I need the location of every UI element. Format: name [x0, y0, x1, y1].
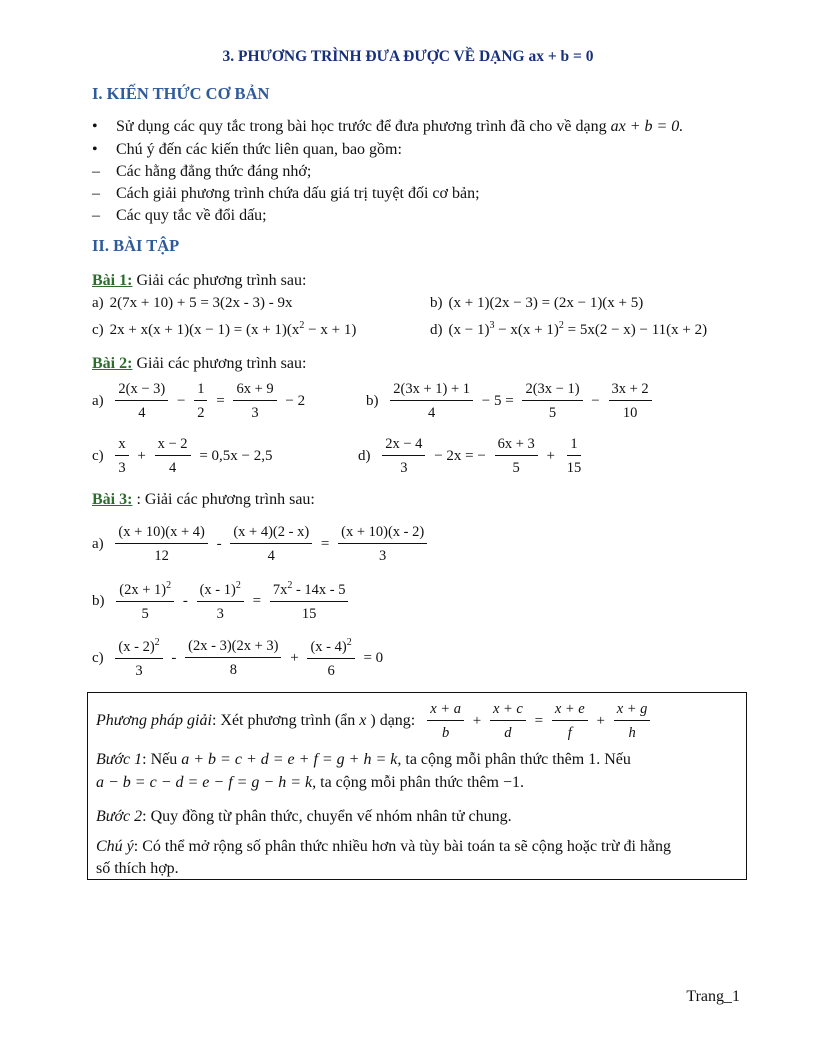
bullet-text: Sử dụng các quy tắc trong bài học trước để đưa phương trình đã cho về dạng — [116, 118, 607, 135]
bullet-item — [92, 118, 752, 140]
dash-marker: – — [92, 185, 100, 202]
exercise-1d: d) $(x - 1)^3 - x(x + 1)^2 = 5x(2 - x) - 11(x + 2)$ — [430, 320, 708, 338]
exercise-label: Bài 3: — [92, 491, 133, 508]
dash-item — [92, 185, 752, 207]
equation: (x + 1)(2x − 3) = (2x − 1)(x + 5) — [448, 295, 644, 311]
bullet-text: Chú ý đến các kiến thức liên quan, bao gồm: — [116, 141, 402, 158]
dash-marker: – — [92, 163, 100, 180]
exercise-2-heading — [92, 355, 306, 373]
note-line: Chú ý: Có thể mở rộng số phân thức nhiều hơn và tùy bài toán ta sẽ cộng hoặc trừ đi hằng — [96, 838, 672, 855]
exercise-2d: d) $\frac{2x - 4}{3}$ − 2x = − $\frac{6x + 3}{5}$ + $\frac{1}{15}$ — [358, 436, 582, 476]
dash-text: Các hằng đẳng thức đáng nhớ; — [116, 163, 312, 180]
page-number: Trang_1 — [686, 988, 740, 1005]
step-2-line: Bước 2: Quy đồng từ phân thức, chuyển vế nhóm nhân tử chung. — [96, 808, 512, 825]
dash-text: Cách giải phương trình chứa dấu giá trị tuyệt đối cơ bản; — [116, 185, 480, 202]
equation: 2(7x + 10) + 5 = 3(2x - 3) - 9x — [109, 295, 293, 311]
bullet-math: ax + b = 0. — [610, 118, 684, 135]
equation: $(x - 1)^3 - x(x + 1)^2 = 5x(2 - x) - 11(x + 2)$ — [448, 320, 708, 338]
method-box — [87, 692, 747, 880]
note-line-2: số thích hợp. — [96, 860, 179, 877]
exercise-label: Bài 1: — [92, 272, 133, 289]
section-heading-exercises: II. BÀI TẬP — [92, 236, 180, 255]
bullet-item — [92, 141, 752, 163]
exercise-prompt: : Giải các phương trình sau: — [132, 491, 315, 508]
bullet-marker: • — [92, 141, 98, 158]
exercise-prompt: Giải các phương trình sau: — [132, 355, 307, 372]
exercise-2a: a) $\frac{2(x - 3)}{4}$ − $\frac{1}{2}$ = $\frac{6x + 9}{3}$ − 2 — [92, 381, 306, 421]
method-line: Phương pháp giải: Xét phương trình (ẩn x ) dạng: $\frac{x + a}{b}$ + $\frac{x + c}{d}$ = $\frac{x + e}{f}$ + $\frac{x + g}{h}$ — [96, 701, 652, 742]
exercise-2b: b) $\frac{2(3x + 1) + 1}{4}$ − 5 = $\frac{2(3x - 1)}{5}$ − $\frac{3x + 2}{10}$ — [366, 381, 654, 422]
dash-item — [92, 207, 752, 229]
exercise-1b: b) (x + 1)(2x − 3) = (2x − 1)(x + 5) — [430, 295, 644, 311]
step-1-line: Bước 1: Nếu a + b = c + d = e + f = g + h = k, ta cộng mỗi phân thức thêm 1. Nếu — [96, 751, 631, 768]
exercise-1-heading — [92, 272, 306, 290]
exercise-1a: a) 2(7x + 10) + 5 = 3(2x - 3) - 9x — [92, 295, 293, 311]
equation: $2x + x(x + 1)(x - 1) = (x + 1)(x^2 - x + 1)$ — [109, 320, 357, 338]
section-heading-basic-knowledge: I. KIẾN THỨC CƠ BẢN — [92, 84, 270, 103]
exercise-3a: a) $\frac{(x + 10)(x + 4)}{12}$ - $\frac{(x + 4)(2 - x)}{4}$ = $\frac{(x + 10)(x - 2)}{3}$ — [92, 524, 429, 565]
step-1-line-2: a − b = c − d = e − f = g − h = k, ta cộng mỗi phân thức thêm −1. — [96, 774, 524, 791]
exercise-1c: c) $2x + x(x + 1)(x - 1) = (x + 1)(x^2 - x + 1)$ — [92, 320, 357, 338]
exercise-2c: c) $\frac{x}{3}$ + $\frac{x - 2}{4}$ = 0,5x − 2,5 — [92, 436, 273, 476]
dash-item — [92, 163, 752, 185]
page-title: 3. PHƯƠNG TRÌNH ĐƯA ĐƯỢC VỀ DẠNG ax + b = 0 — [222, 48, 594, 65]
bullet-marker: • — [92, 118, 98, 135]
dash-text: Các quy tắc về đổi dấu; — [116, 207, 267, 224]
exercise-3-heading — [92, 491, 315, 509]
dash-marker: – — [92, 207, 100, 224]
exercise-3c: c) $\frac{(x - 2)^2}{3}$ - $\frac{(2x - 3)(2x + 3)}{8}$ + $\frac{(x - 4)^2}{6}$ = 0 — [92, 637, 384, 679]
exercise-label: Bài 2: — [92, 355, 133, 372]
exercise-prompt: Giải các phương trình sau: — [132, 272, 307, 289]
exercise-3b: b) $\frac{(2x + 1)^2}{5}$ - $\frac{(x - 1)^2}{3}$ = $\frac{7x^2 - 14x - 5}{15}$ — [92, 580, 350, 623]
